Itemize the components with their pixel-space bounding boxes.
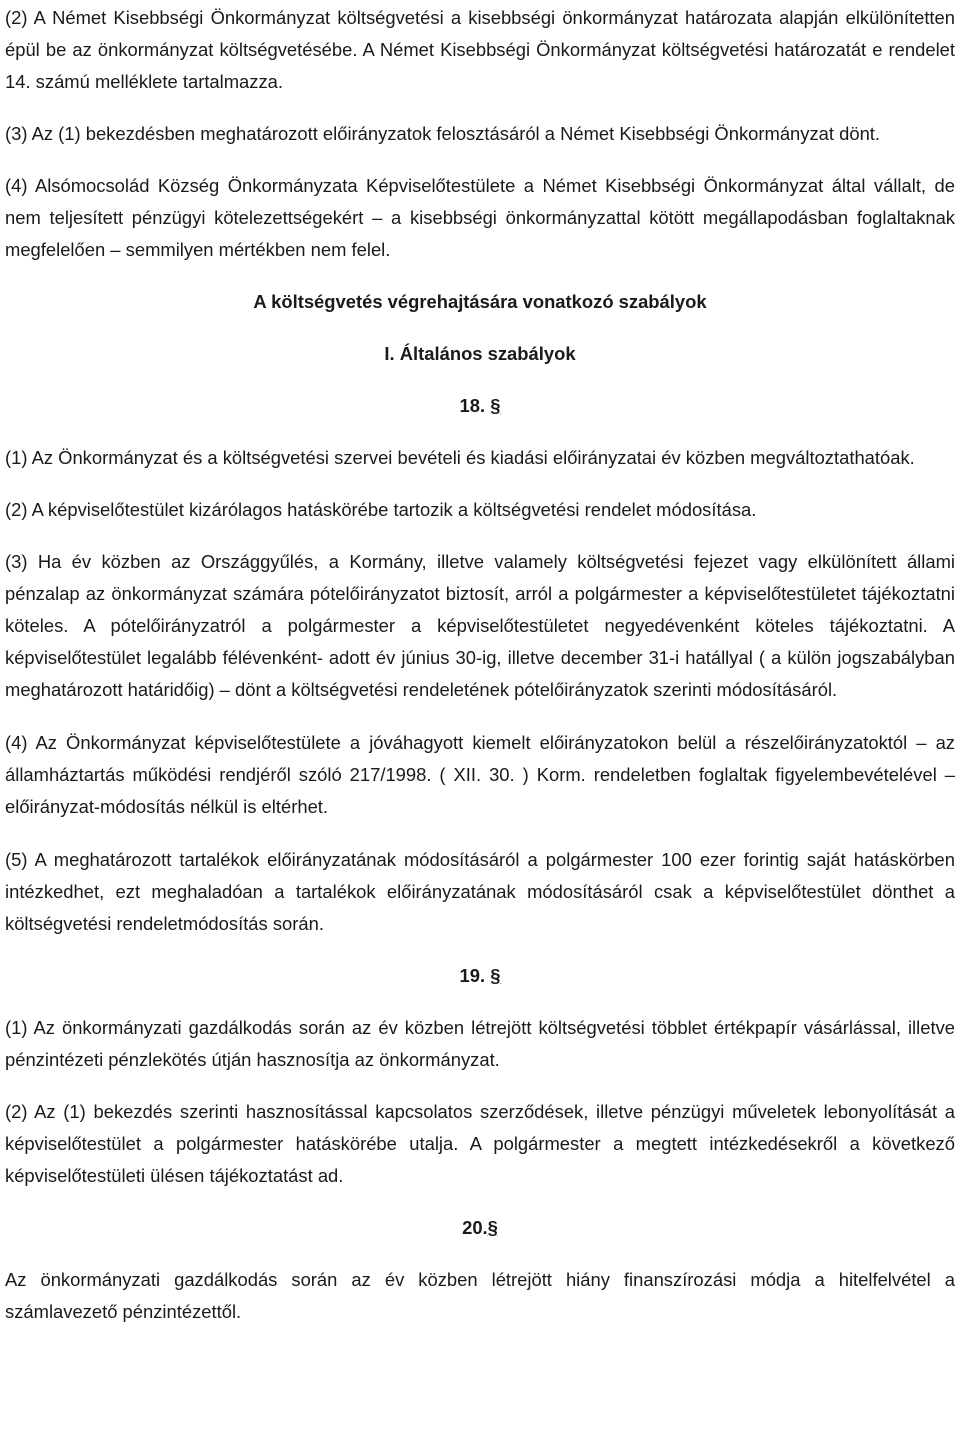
paragraph-19-2: (2) Az (1) bekezdés szerinti hasznosítással kapcsolatos szerződések, illetve pénzügyi műveletek lebonyolítását a képviselőtestület a polgármester hatáskörébe utalja. A polgármester a megtett intézkedésekről a következő képviselőtestületi ülésen tájékoztatást ad.	[5, 1101, 955, 1186]
paragraph-18-2: (2) A képviselőtestület kizárólagos hatáskörébe tartozik a költségvetési rendelet módosítása.	[5, 499, 757, 520]
paragraph-14-3: (3) Az (1) bekezdésben meghatározott előirányzatok felosztásáról a Német Kisebbségi Önkormányzat dönt.	[5, 123, 881, 144]
chapter-heading: A költségvetés végrehajtására vonatkozó szabályok	[253, 291, 707, 312]
section-sign: §	[487, 1217, 498, 1238]
section-number: 20.	[462, 1217, 488, 1238]
paragraph-14-4: (4) Alsómocsolád Község Önkormányzata Képviselőtestülete a Német Kisebbségi Önkormányzat által vállalt, de nem teljesített pénzügyi kötelezettségekért – a kisebbségi önkormányzattal kötött megállapodásban foglaltaknak megfelelően – semmilyen mértékben nem felel.	[5, 175, 955, 260]
paragraph-18-1: (1) Az Önkormányzat és a költségvetési szervei bevételi és kiadási előirányzatai év közben megváltoztathatóak.	[5, 447, 915, 468]
paragraph-18-4: (4) Az Önkormányzat képviselőtestülete a jóváhagyott kiemelt előirányzatokon belül a részelőirányzatoktól – az államháztartás működési rendjéről szóló 217/1998. ( XII. 30. ) Korm. rendeletben foglaltak figyelembevételével – előirányzat-módosítás nélkül is eltérhet.	[5, 732, 955, 817]
section-sign: §	[490, 395, 501, 416]
section-subheading: I. Általános szabályok	[384, 343, 576, 364]
section-number: 18.	[459, 395, 486, 416]
section-19-title	[5, 960, 955, 992]
section-sign: §	[490, 965, 501, 986]
section-20-title	[5, 1212, 955, 1244]
paragraph-20-1: Az önkormányzati gazdálkodás során az év közben létrejött hiány finanszírozási módja a hitelfelvétel a számlavezető pénzintézettől.	[5, 1269, 955, 1322]
section-number: 19.	[459, 965, 486, 986]
paragraph-18-5: (5) A meghatározott tartalékok előirányzatának módosításáról a polgármester 100 ezer forintig saját hatáskörben intézkedhet, ezt meghaladóan a tartalékok előirányzatának módosításáról csak a képviselőtestület dönthet a költségvetési rendeletmódosítás során.	[5, 849, 955, 934]
paragraph-14-2: (2) A Német Kisebbségi Önkormányzat költségvetési a kisebbségi önkormányzat határozata alapján elkülönítetten épül be az önkormányzat költségvetésébe. A Német Kisebbségi Önkormányzat költségvetési határozatát e rendelet 14. számú melléklete tartalmazza.	[5, 7, 955, 92]
paragraph-18-3: (3) Ha év közben az Országgyűlés, a Kormány, illetve valamely költségvetési fejezet vagy elkülönített állami pénzalap az önkormányzat számára pótelőirányzatot biztosít, arról a polgármester a képviselőtestületet tájékoztatni köteles. A pótelőirányzatról a polgármester a képviselőtestületet negyedévenként köteles tájékoztatni. A képviselőtestület legalább félévenként- adott év június 30-ig, illetve december 31-i hatállyal ( a külön jogszabályban meghatározott határidőig) – dönt a költségvetési rendeletének pótelőirányzatok szerinti módosításáról.	[5, 551, 955, 700]
section-18-title	[5, 390, 955, 422]
paragraph-19-1: (1) Az önkormányzati gazdálkodás során az év közben létrejött költségvetési többlet értékpapír vásárlással, illetve pénzintézeti pénzlekötés útján hasznosítja az önkormányzat.	[5, 1017, 955, 1070]
